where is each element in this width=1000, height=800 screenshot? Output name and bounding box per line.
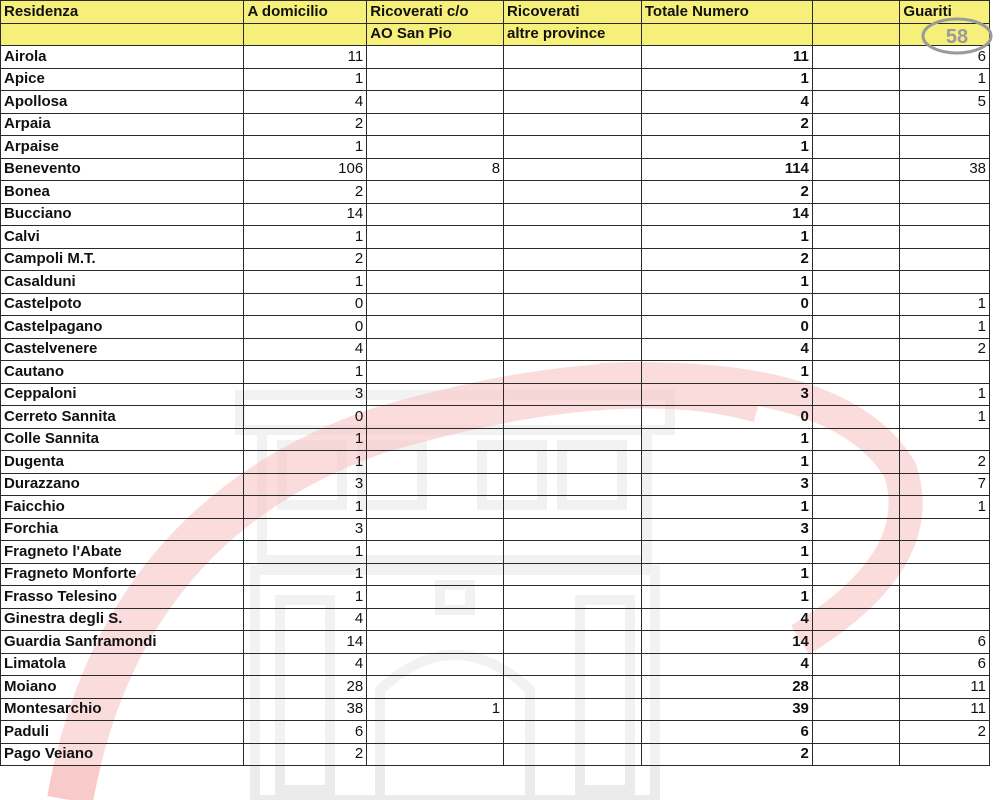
cell-totale-numero: 1 bbox=[641, 271, 812, 294]
cell-totale-numero: 1 bbox=[641, 563, 812, 586]
header2-empty bbox=[812, 23, 900, 46]
table-row bbox=[1, 293, 990, 316]
cell-totale-numero: 2 bbox=[641, 181, 812, 204]
table-row bbox=[1, 361, 990, 384]
cell-ao-san-pio bbox=[367, 91, 504, 114]
cell-totale-numero: 1 bbox=[641, 451, 812, 474]
cell-a-domicilio: 1 bbox=[244, 428, 367, 451]
cell-residenza: Fragneto l'Abate bbox=[1, 541, 244, 564]
cell-altre-province bbox=[504, 586, 642, 609]
cell-residenza: Guardia Sanframondi bbox=[1, 631, 244, 654]
cell-totale-numero: 1 bbox=[641, 136, 812, 159]
cell-residenza: Arpaia bbox=[1, 113, 244, 136]
cell-altre-province bbox=[504, 203, 642, 226]
header-totale-numero: Totale Numero bbox=[641, 1, 812, 24]
cell-altre-province bbox=[504, 608, 642, 631]
cell-a-domicilio: 28 bbox=[244, 676, 367, 699]
cell-ao-san-pio bbox=[367, 338, 504, 361]
cell-residenza: Moiano bbox=[1, 676, 244, 699]
cell-totale-numero: 1 bbox=[641, 586, 812, 609]
cell-totale-numero: 28 bbox=[641, 676, 812, 699]
cell-altre-province bbox=[504, 46, 642, 69]
cell-a-domicilio: 1 bbox=[244, 586, 367, 609]
cell-ao-san-pio bbox=[367, 631, 504, 654]
cell-empty bbox=[812, 91, 900, 114]
cell-totale-numero: 1 bbox=[641, 226, 812, 249]
cell-altre-province bbox=[504, 338, 642, 361]
cell-empty bbox=[812, 473, 900, 496]
cell-residenza: Apice bbox=[1, 68, 244, 91]
cell-a-domicilio: 1 bbox=[244, 451, 367, 474]
cell-a-domicilio: 14 bbox=[244, 203, 367, 226]
cell-totale-numero: 2 bbox=[641, 248, 812, 271]
cell-altre-province bbox=[504, 473, 642, 496]
cell-altre-province bbox=[504, 676, 642, 699]
cell-empty bbox=[812, 496, 900, 519]
cell-totale-numero: 4 bbox=[641, 338, 812, 361]
cell-a-domicilio: 1 bbox=[244, 496, 367, 519]
cell-guariti bbox=[900, 226, 990, 249]
cell-a-domicilio: 3 bbox=[244, 473, 367, 496]
cell-altre-province bbox=[504, 68, 642, 91]
cell-a-domicilio: 11 bbox=[244, 46, 367, 69]
cell-ao-san-pio: 8 bbox=[367, 158, 504, 181]
cell-guariti: 2 bbox=[900, 338, 990, 361]
cell-residenza: Durazzano bbox=[1, 473, 244, 496]
cell-totale-numero: 39 bbox=[641, 698, 812, 721]
cell-empty bbox=[812, 316, 900, 339]
cell-residenza: Faicchio bbox=[1, 496, 244, 519]
cell-guariti bbox=[900, 181, 990, 204]
cell-guariti: 11 bbox=[900, 676, 990, 699]
cell-residenza: Apollosa bbox=[1, 91, 244, 114]
cell-totale-numero: 11 bbox=[641, 46, 812, 69]
cell-altre-province bbox=[504, 361, 642, 384]
cell-empty bbox=[812, 113, 900, 136]
header-empty bbox=[812, 1, 900, 24]
table-row bbox=[1, 496, 990, 519]
cell-ao-san-pio bbox=[367, 361, 504, 384]
cell-altre-province bbox=[504, 451, 642, 474]
cell-guariti: 6 bbox=[900, 653, 990, 676]
cell-altre-province bbox=[504, 158, 642, 181]
cell-altre-province bbox=[504, 248, 642, 271]
cell-a-domicilio: 0 bbox=[244, 293, 367, 316]
cell-guariti bbox=[900, 136, 990, 159]
cell-guariti: 5 bbox=[900, 91, 990, 114]
cell-a-domicilio: 38 bbox=[244, 698, 367, 721]
cell-empty bbox=[812, 361, 900, 384]
cell-residenza: Calvi bbox=[1, 226, 244, 249]
header2-totale-numero bbox=[641, 23, 812, 46]
cell-residenza: Ceppaloni bbox=[1, 383, 244, 406]
cell-residenza: Bonea bbox=[1, 181, 244, 204]
cell-residenza: Benevento bbox=[1, 158, 244, 181]
header2-residenza bbox=[1, 23, 244, 46]
cell-residenza: Arpaise bbox=[1, 136, 244, 159]
cell-ao-san-pio bbox=[367, 451, 504, 474]
cell-empty bbox=[812, 203, 900, 226]
cell-altre-province bbox=[504, 518, 642, 541]
cell-altre-province bbox=[504, 136, 642, 159]
cell-ao-san-pio bbox=[367, 293, 504, 316]
cell-altre-province bbox=[504, 631, 642, 654]
cell-residenza: Cautano bbox=[1, 361, 244, 384]
cell-ao-san-pio bbox=[367, 743, 504, 766]
cell-ao-san-pio bbox=[367, 428, 504, 451]
cell-empty bbox=[812, 158, 900, 181]
cell-altre-province bbox=[504, 743, 642, 766]
table-row bbox=[1, 473, 990, 496]
cell-residenza: Limatola bbox=[1, 653, 244, 676]
cell-a-domicilio: 4 bbox=[244, 608, 367, 631]
cell-a-domicilio: 0 bbox=[244, 316, 367, 339]
cell-ao-san-pio bbox=[367, 586, 504, 609]
cell-ao-san-pio bbox=[367, 563, 504, 586]
table-row bbox=[1, 226, 990, 249]
table-row bbox=[1, 181, 990, 204]
table-row bbox=[1, 518, 990, 541]
cell-residenza: Airola bbox=[1, 46, 244, 69]
cell-altre-province bbox=[504, 271, 642, 294]
header2-altre-province: altre province bbox=[504, 23, 642, 46]
cell-ao-san-pio bbox=[367, 181, 504, 204]
channel-logo bbox=[920, 16, 994, 56]
cell-empty bbox=[812, 451, 900, 474]
cell-totale-numero: 3 bbox=[641, 518, 812, 541]
table-row bbox=[1, 451, 990, 474]
cell-totale-numero: 3 bbox=[641, 383, 812, 406]
cell-empty bbox=[812, 338, 900, 361]
cell-ao-san-pio bbox=[367, 721, 504, 744]
table-row bbox=[1, 676, 990, 699]
cell-guariti bbox=[900, 586, 990, 609]
cell-residenza: Casalduni bbox=[1, 271, 244, 294]
cell-ao-san-pio bbox=[367, 496, 504, 519]
header-residenza: Residenza bbox=[1, 1, 244, 24]
cell-guariti bbox=[900, 428, 990, 451]
table-row bbox=[1, 563, 990, 586]
cell-ao-san-pio bbox=[367, 608, 504, 631]
cell-totale-numero: 0 bbox=[641, 406, 812, 429]
cell-totale-numero: 4 bbox=[641, 91, 812, 114]
cell-a-domicilio: 6 bbox=[244, 721, 367, 744]
cell-empty bbox=[812, 676, 900, 699]
table-row bbox=[1, 608, 990, 631]
cell-guariti: 6 bbox=[900, 631, 990, 654]
cell-totale-numero: 0 bbox=[641, 316, 812, 339]
cell-altre-province bbox=[504, 653, 642, 676]
cell-ao-san-pio bbox=[367, 676, 504, 699]
table-row bbox=[1, 383, 990, 406]
cell-residenza: Castelvenere bbox=[1, 338, 244, 361]
table-row bbox=[1, 136, 990, 159]
cell-guariti bbox=[900, 271, 990, 294]
table-row bbox=[1, 541, 990, 564]
cell-ao-san-pio bbox=[367, 113, 504, 136]
header2-ao-san-pio: AO San Pio bbox=[367, 23, 504, 46]
cell-ao-san-pio bbox=[367, 68, 504, 91]
cell-altre-province bbox=[504, 496, 642, 519]
cell-residenza: Montesarchio bbox=[1, 698, 244, 721]
table-row bbox=[1, 316, 990, 339]
cell-empty bbox=[812, 68, 900, 91]
cell-totale-numero: 1 bbox=[641, 68, 812, 91]
cell-a-domicilio: 2 bbox=[244, 248, 367, 271]
cell-guariti bbox=[900, 743, 990, 766]
cell-altre-province bbox=[504, 541, 642, 564]
cell-altre-province bbox=[504, 91, 642, 114]
cell-empty bbox=[812, 563, 900, 586]
cell-a-domicilio: 3 bbox=[244, 383, 367, 406]
cell-residenza: Frasso Telesino bbox=[1, 586, 244, 609]
header-ricoverati-altre: Ricoverati bbox=[504, 1, 642, 24]
table-row bbox=[1, 271, 990, 294]
cell-empty bbox=[812, 271, 900, 294]
cell-ao-san-pio bbox=[367, 271, 504, 294]
cell-guariti bbox=[900, 518, 990, 541]
cell-empty bbox=[812, 406, 900, 429]
table-row bbox=[1, 653, 990, 676]
cell-guariti bbox=[900, 248, 990, 271]
cell-totale-numero: 2 bbox=[641, 113, 812, 136]
cell-altre-province bbox=[504, 721, 642, 744]
cell-empty bbox=[812, 586, 900, 609]
cell-empty bbox=[812, 608, 900, 631]
cell-guariti: 11 bbox=[900, 698, 990, 721]
cell-guariti: 38 bbox=[900, 158, 990, 181]
cell-totale-numero: 14 bbox=[641, 631, 812, 654]
cell-empty bbox=[812, 653, 900, 676]
cell-altre-province bbox=[504, 293, 642, 316]
cell-totale-numero: 14 bbox=[641, 203, 812, 226]
table-row bbox=[1, 248, 990, 271]
cell-guariti: 2 bbox=[900, 721, 990, 744]
cell-guariti bbox=[900, 203, 990, 226]
cell-residenza: Ginestra degli S. bbox=[1, 608, 244, 631]
cell-altre-province bbox=[504, 428, 642, 451]
table-row bbox=[1, 406, 990, 429]
cell-empty bbox=[812, 743, 900, 766]
cell-ao-san-pio: 1 bbox=[367, 698, 504, 721]
table-row bbox=[1, 586, 990, 609]
table-row bbox=[1, 428, 990, 451]
cell-empty bbox=[812, 428, 900, 451]
cell-residenza: Castelpoto bbox=[1, 293, 244, 316]
cell-altre-province bbox=[504, 316, 642, 339]
cell-empty bbox=[812, 721, 900, 744]
cell-altre-province bbox=[504, 383, 642, 406]
cell-a-domicilio: 2 bbox=[244, 113, 367, 136]
table-row bbox=[1, 698, 990, 721]
cell-ao-san-pio bbox=[367, 406, 504, 429]
cell-totale-numero: 6 bbox=[641, 721, 812, 744]
cell-ao-san-pio bbox=[367, 518, 504, 541]
cell-ao-san-pio bbox=[367, 226, 504, 249]
cell-guariti: 7 bbox=[900, 473, 990, 496]
cell-residenza: Forchia bbox=[1, 518, 244, 541]
cell-totale-numero: 4 bbox=[641, 653, 812, 676]
cell-a-domicilio: 106 bbox=[244, 158, 367, 181]
cell-totale-numero: 1 bbox=[641, 496, 812, 519]
cell-empty bbox=[812, 293, 900, 316]
cell-guariti: 1 bbox=[900, 293, 990, 316]
cell-ao-san-pio bbox=[367, 541, 504, 564]
cell-empty bbox=[812, 181, 900, 204]
cell-a-domicilio: 14 bbox=[244, 631, 367, 654]
table-row bbox=[1, 631, 990, 654]
table-row bbox=[1, 338, 990, 361]
cell-residenza: Campoli M.T. bbox=[1, 248, 244, 271]
cell-guariti: 6 bbox=[900, 46, 990, 69]
cell-guariti: 1 bbox=[900, 68, 990, 91]
cell-empty bbox=[812, 541, 900, 564]
table-row bbox=[1, 203, 990, 226]
cell-ao-san-pio bbox=[367, 248, 504, 271]
cell-totale-numero: 3 bbox=[641, 473, 812, 496]
table-row bbox=[1, 91, 990, 114]
table-row bbox=[1, 113, 990, 136]
cell-totale-numero: 2 bbox=[641, 743, 812, 766]
cell-guariti bbox=[900, 361, 990, 384]
cell-a-domicilio: 3 bbox=[244, 518, 367, 541]
cell-guariti: 1 bbox=[900, 496, 990, 519]
cell-empty bbox=[812, 248, 900, 271]
cell-altre-province bbox=[504, 113, 642, 136]
cell-totale-numero: 0 bbox=[641, 293, 812, 316]
cell-guariti: 2 bbox=[900, 451, 990, 474]
cell-guariti bbox=[900, 563, 990, 586]
cell-a-domicilio: 1 bbox=[244, 68, 367, 91]
cell-a-domicilio: 4 bbox=[244, 91, 367, 114]
cell-ao-san-pio bbox=[367, 473, 504, 496]
cell-totale-numero: 1 bbox=[641, 541, 812, 564]
cell-totale-numero: 1 bbox=[641, 361, 812, 384]
cell-residenza: Bucciano bbox=[1, 203, 244, 226]
cell-ao-san-pio bbox=[367, 46, 504, 69]
cell-empty bbox=[812, 46, 900, 69]
cell-ao-san-pio bbox=[367, 383, 504, 406]
cell-empty bbox=[812, 226, 900, 249]
cell-guariti: 1 bbox=[900, 316, 990, 339]
cell-totale-numero: 1 bbox=[641, 428, 812, 451]
cell-guariti bbox=[900, 113, 990, 136]
header-ricoverati-san-pio: Ricoverati c/o bbox=[367, 1, 504, 24]
cell-guariti: 1 bbox=[900, 383, 990, 406]
cell-a-domicilio: 0 bbox=[244, 406, 367, 429]
cell-residenza: Cerreto Sannita bbox=[1, 406, 244, 429]
cell-totale-numero: 4 bbox=[641, 608, 812, 631]
cell-a-domicilio: 2 bbox=[244, 181, 367, 204]
cell-guariti bbox=[900, 608, 990, 631]
cell-residenza: Fragneto Monforte bbox=[1, 563, 244, 586]
cell-residenza: Paduli bbox=[1, 721, 244, 744]
cell-altre-province bbox=[504, 698, 642, 721]
logo-text: 58 bbox=[945, 26, 969, 48]
table-row bbox=[1, 158, 990, 181]
cell-guariti bbox=[900, 541, 990, 564]
cell-residenza: Colle Sannita bbox=[1, 428, 244, 451]
cell-empty bbox=[812, 383, 900, 406]
cell-a-domicilio: 1 bbox=[244, 136, 367, 159]
table-row bbox=[1, 721, 990, 744]
header-row-2 bbox=[1, 23, 990, 46]
cell-empty bbox=[812, 698, 900, 721]
cell-ao-san-pio bbox=[367, 203, 504, 226]
cell-guariti: 1 bbox=[900, 406, 990, 429]
cell-ao-san-pio bbox=[367, 136, 504, 159]
cell-ao-san-pio bbox=[367, 653, 504, 676]
table-row bbox=[1, 743, 990, 766]
cell-altre-province bbox=[504, 226, 642, 249]
cell-a-domicilio: 1 bbox=[244, 226, 367, 249]
cell-totale-numero: 114 bbox=[641, 158, 812, 181]
cell-residenza: Dugenta bbox=[1, 451, 244, 474]
cell-a-domicilio: 1 bbox=[244, 563, 367, 586]
cell-ao-san-pio bbox=[367, 316, 504, 339]
header-row bbox=[1, 1, 990, 24]
header-a-domicilio: A domicilio bbox=[244, 1, 367, 24]
header-guariti: Guariti bbox=[900, 1, 990, 24]
cell-a-domicilio: 1 bbox=[244, 541, 367, 564]
cell-empty bbox=[812, 136, 900, 159]
cell-residenza: Castelpagano bbox=[1, 316, 244, 339]
cell-a-domicilio: 1 bbox=[244, 271, 367, 294]
table-row bbox=[1, 46, 990, 69]
cell-altre-province bbox=[504, 406, 642, 429]
cell-a-domicilio: 2 bbox=[244, 743, 367, 766]
table-row bbox=[1, 68, 990, 91]
cell-a-domicilio: 4 bbox=[244, 653, 367, 676]
header2-a-domicilio bbox=[244, 23, 367, 46]
cell-empty bbox=[812, 518, 900, 541]
cell-a-domicilio: 1 bbox=[244, 361, 367, 384]
cell-residenza: Pago Veiano bbox=[1, 743, 244, 766]
cell-a-domicilio: 4 bbox=[244, 338, 367, 361]
cell-altre-province bbox=[504, 563, 642, 586]
cell-empty bbox=[812, 631, 900, 654]
cell-altre-province bbox=[504, 181, 642, 204]
